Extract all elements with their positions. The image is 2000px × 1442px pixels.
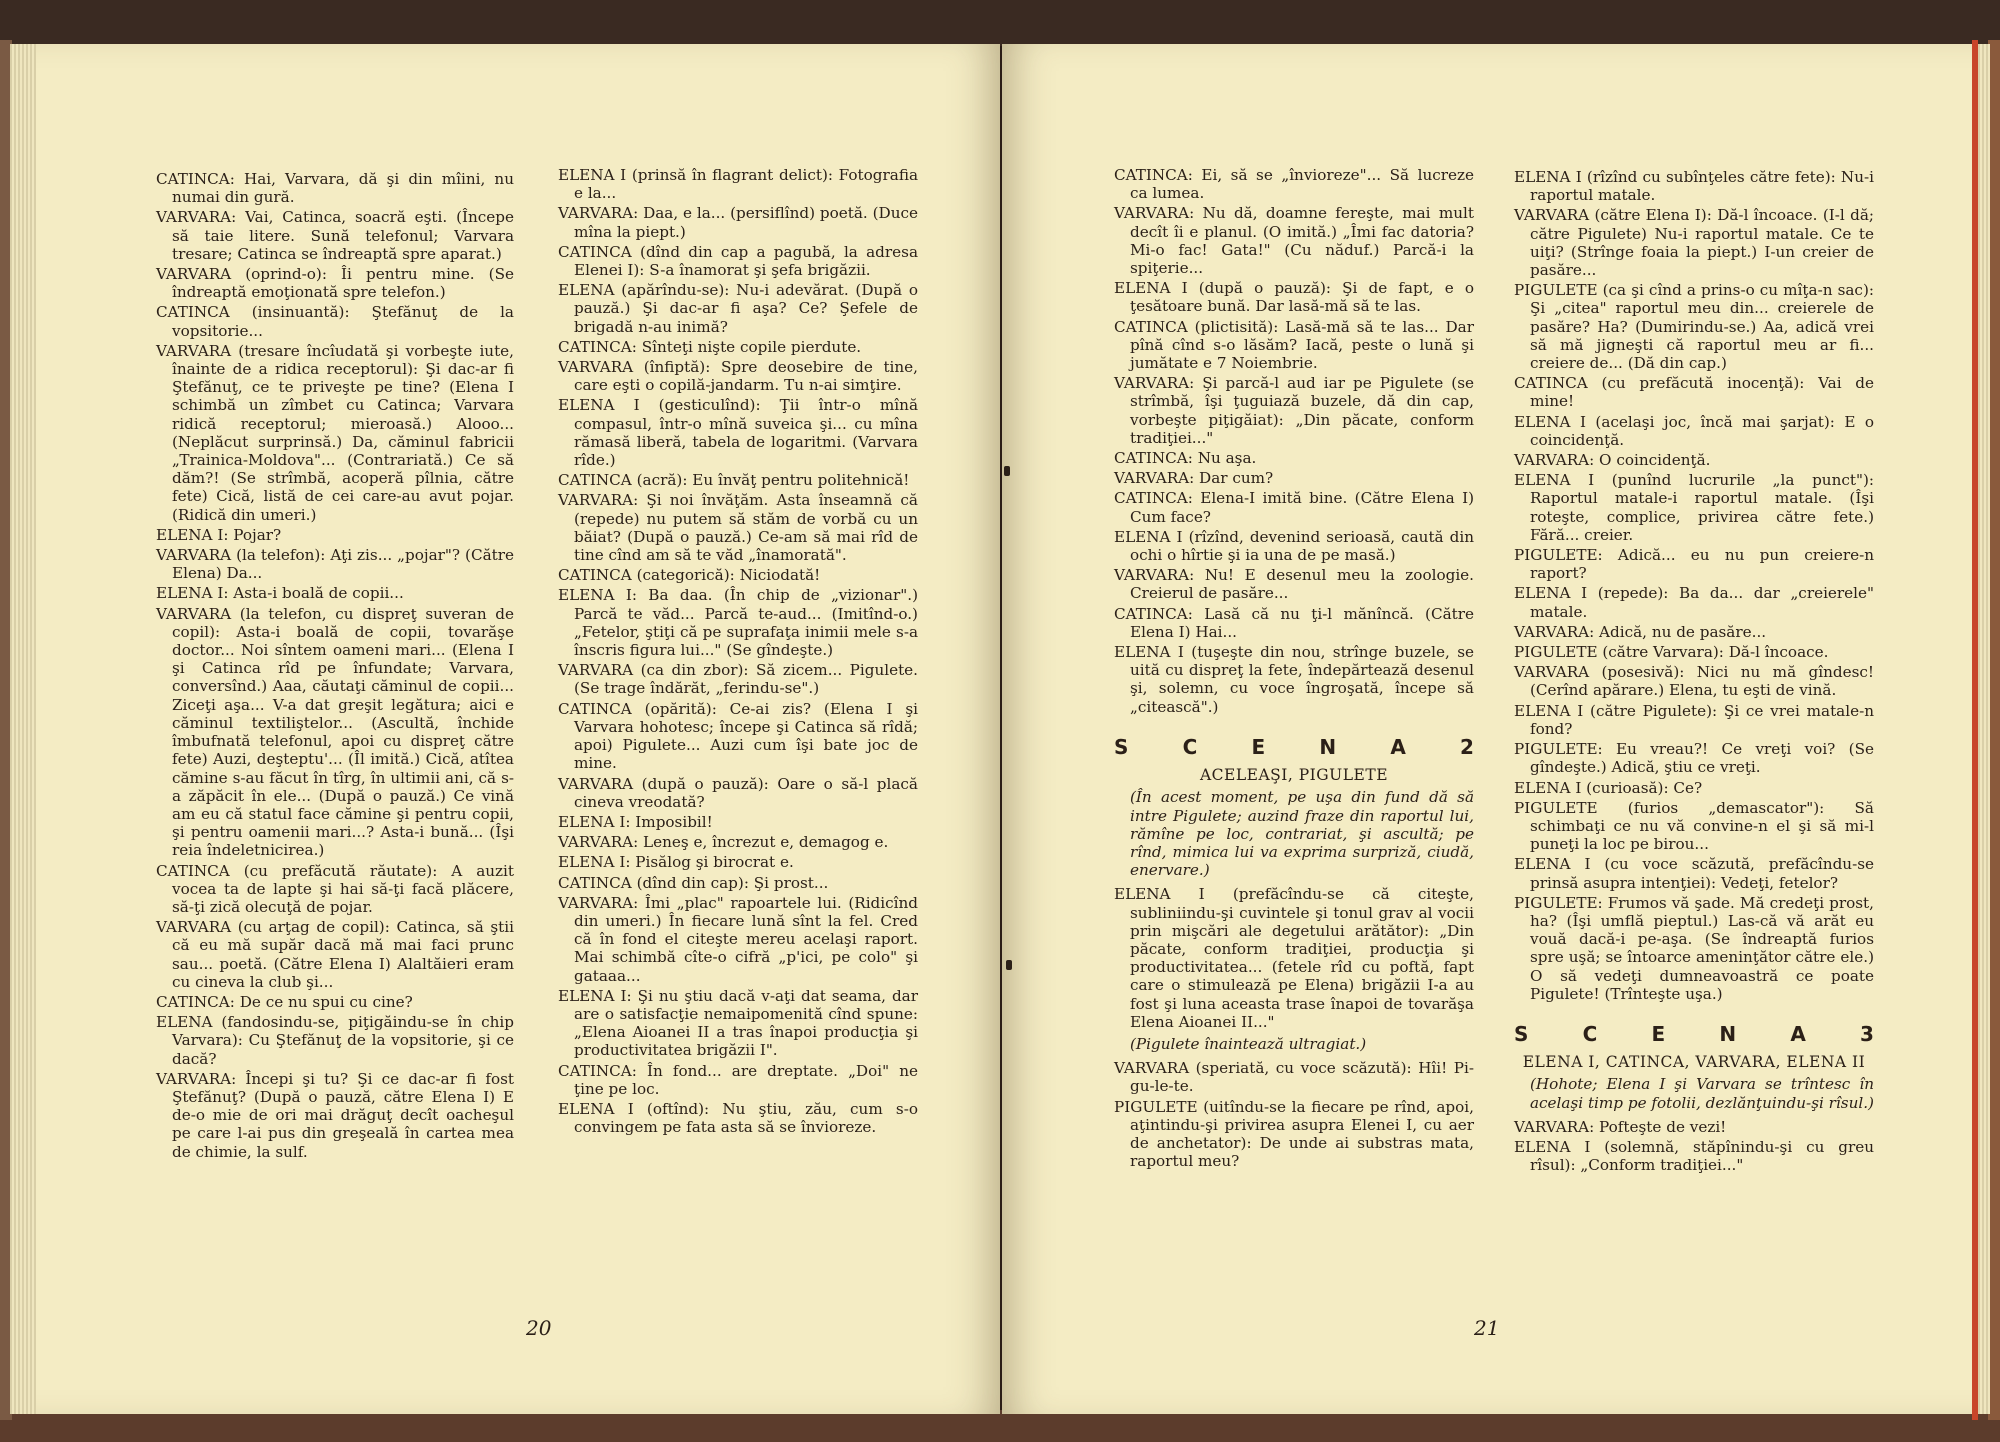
dialogue-line: PIGULETE: Eu vreau?! Ce vreţi voi? (Se gîndeşte.) Adică, ştiu ce vreţi. xyxy=(1514,740,1874,777)
dialogue-line: CATINCA: Hai, Varvara, dă şi din mîini, nu numai din gură. xyxy=(156,170,514,207)
left-column-1 xyxy=(156,170,514,1163)
scene-heading xyxy=(1114,734,1474,759)
dialogue-line: ELENA I (cu voce scăzută, prefăcîndu-se prinsă asupra intenţiei): Vedeţi, fetelor? xyxy=(1514,855,1874,892)
dialogue-line: CATINCA (categorică): Niciodată! xyxy=(558,566,821,585)
page-number-left: 20 xyxy=(526,1316,552,1340)
dialogue-line: CATINCA (dînd din cap a pagubă, la adresa Elenei I): S-a înamorat şi şefa brigăzii. xyxy=(558,242,918,280)
dialogue-line: PIGULETE (ca şi cînd a prins-o cu mîţa-n sac): Şi „citea" raportul meu din... creierele de pasăre? Ha? (Dumirindu-se.) Aa, adică vrei să mă jigneşti că raportul meu ar fi... creiere de... (Dă din cap.) xyxy=(1514,281,1874,373)
gutter-mark xyxy=(1006,960,1012,970)
stage-direction: (Pigulete înaintează ultragiat.) xyxy=(1130,1034,1367,1053)
dialogue-line: ELENA I: Asta-i boală de copii... xyxy=(156,584,404,603)
dialogue-line: VARVARA: Leneş e, încrezut e, demagog e. xyxy=(558,833,889,852)
scene-heading-letter: E xyxy=(1251,734,1266,759)
scene-heading-letter: 2 xyxy=(1460,734,1474,759)
dialogue-line: VARVARA: Daa, e la... (persiflînd) poetă. (Duce mîna la piept.) xyxy=(558,204,918,241)
dialogue-line: CATINCA (insinuantă): Ştefănuţ de la vopsitorie... xyxy=(156,303,514,340)
right-page xyxy=(1002,44,1990,1414)
dialogue-line: CATINCA: Nu aşa. xyxy=(1114,449,1257,468)
dialogue-line: ELENA I (rîzînd, devenind serioasă, caută din ochi o hîrtie şi ia una de pe masă.) xyxy=(1114,527,1474,565)
dialogue-line: CATINCA (acră): Eu învăţ pentru politehnică! xyxy=(558,471,910,490)
dialogue-line: VARVARA (ca din zbor): Să zicem... Pigulete. (Se trage îndărăt, „ferindu-se".) xyxy=(558,661,918,698)
scene-characters: ELENA I, CATINCA, VARVARA, ELENA II xyxy=(1522,1053,1866,1072)
scene-characters: ACELEAŞI, PIGULETE xyxy=(1199,766,1389,785)
book-cover-top xyxy=(0,0,2000,46)
dialogue-line: ELENA I (repede): Ba da... dar „creierele" matale. xyxy=(1514,584,1874,621)
dialogue-line: VARVARA: Vai, Catinca, soacră eşti. (Începe să taie litere. Sună telefonul; Varvara tresare; Catinca se îndreaptă spre aparat.) xyxy=(156,208,514,263)
dialogue-line: ELENA I (tuşeşte din nou, strînge buzele, se uită cu dispreţ la fete, îndepărtează desenul şi, solemn, cu voce îngroşată, începe să „citească".) xyxy=(1114,643,1474,716)
dialogue-line: VARVARA (oprind-o): Îi pentru mine. (Se îndreaptă emoţionată spre telefon.) xyxy=(156,265,514,302)
dialogue-line: VARVARA (tresare încîudată şi vorbeşte iute, înainte de a ridica receptorul): Şi dac-ar fi Ştefănuţ, ce te priveşte pe tine? (Elena I schimbă un zîmbet cu Catinca; Varvara ridică receptorul; mieroasă.) Alooo... (Neplăcut surprinsă.) Da, căminul fabricii „Trainica-Moldova"... (Contrariată.) Ce să dăm?! (Se strîmbă, acoperă pîlnia, către fete) Cică, listă de cei care-au avut pojar. (Ridică din umeri.) xyxy=(156,341,514,524)
dialogue-line: VARVARA: Pofteşte de vezi! xyxy=(1514,1117,1727,1136)
right-column-2 xyxy=(1514,168,1874,1176)
dialogue-line: PIGULETE: Adică... eu nu pun creiere-n raport? xyxy=(1514,546,1874,583)
scene-heading-letter: A xyxy=(1790,1021,1806,1046)
dialogue-line: CATINCA: Lasă că nu ţi-l mănîncă. (Către Elena I) Hai... xyxy=(1114,604,1474,641)
dialogue-line: ELENA I: Ba daa. (În chip de „vizionar".) Parcă te văd... Parcă te-aud... (Imitînd-o.) „Fetelor, ştiţi că pe suprafaţa inimii mele s-a înscris figura lui..." (Se gîndeşte.) xyxy=(558,586,918,660)
dialogue-line: PIGULETE (către Varvara): Dă-l încoace. xyxy=(1514,643,1829,662)
gutter-mark xyxy=(1004,466,1010,476)
dialogue-line: ELENA I (după o pauză): Şi de fapt, e o ţesătoare bună. Dar lasă-mă să te las. xyxy=(1114,279,1474,316)
stage-direction: (În acest moment, pe uşa din fund dă să intre Pigulete; auzind fraze din raportul lui, rămîne pe loc, contrariat, şi ascultă; pe rînd, mimica lui va exprima surpriză, ciudă, enervare.) xyxy=(1130,788,1474,880)
dialogue-line: VARVARA (înfiptă): Spre deosebire de tine, care eşti o copilă-jandarm. Tu n-ai simţire. xyxy=(558,358,918,395)
page-number-right: 21 xyxy=(1474,1316,1500,1340)
dialogue-line: VARVARA: Dar cum? xyxy=(1114,469,1274,488)
dialogue-line: ELENA (apărîndu-se): Nu-i adevărat. (După o pauză.) Şi dac-ar fi aşa? Ce? Şefele de brigadă n-au inimă? xyxy=(558,281,918,336)
scene-heading-letter: 3 xyxy=(1860,1021,1874,1046)
scene-heading-letter: S xyxy=(1514,1021,1529,1046)
dialogue-line: ELENA I (prinsă în flagrant delict): Fotografia e la... xyxy=(558,166,918,203)
scene-heading-letter: C xyxy=(1582,1021,1598,1046)
dialogue-line: CATINCA (cu prefăcută răutate): A auzit vocea ta de lapte şi hai să-ţi facă plăcere, să-ţi zică olecuţă de pojar. xyxy=(156,861,514,916)
dialogue-line: VARVARA (speriată, cu voce scăzută): Hîi! Pi-gu-le-te. xyxy=(1114,1059,1474,1096)
dialogue-line: VARVARA: Nu dă, doamne fereşte, mai mult decît îi e planul. (O imită.) „Îmi fac datoria? Mi-o fac! Gata!" (Cu năduf.) Parcă-i la spiţerie... xyxy=(1114,204,1474,278)
dialogue-line: PIGULETE (furios „demascator"): Să schimbaţi ce nu vă convine-n el şi să mi-l puneţi la loc pe birou... xyxy=(1514,798,1874,854)
dialogue-line: CATINCA: În fond... are dreptate. „Doi" ne ţine pe loc. xyxy=(558,1061,918,1098)
dialogue-line: ELENA I (curioasă): Ce? xyxy=(1514,778,1703,797)
dialogue-line: CATINCA: De ce nu spui cu cine? xyxy=(156,992,413,1011)
left-column-2 xyxy=(558,166,918,1138)
scene-heading xyxy=(1514,1021,1874,1046)
dialogue-line: ELENA I: Pisălog şi birocrat e. xyxy=(558,853,794,872)
dialogue-line: ELENA I: Pojar? xyxy=(156,525,282,544)
dialogue-line: VARVARA: Începi şi tu? Şi ce dac-ar fi fost Ştefănuţ? (După o pauză, către Elena I) E de-o mie de ori mai drăguţ decît oacheşul pe care l-ai pus din greşeală în cartea mea de chimie, la sulf. xyxy=(156,1069,514,1161)
dialogue-line: ELENA (fandosindu-se, piţigăindu-se în chip Varvara): Cu Ştefănuţ de la vopsitorie, şi ce dacă? xyxy=(156,1013,514,1068)
dialogue-line: VARVARA: Adică, nu de pasăre... xyxy=(1514,622,1767,641)
dialogue-line: ELENA I (către Pigulete): Şi ce vrei matale-n fond? xyxy=(1514,701,1874,738)
dialogue-line: VARVARA: Şi noi învăţăm. Asta înseamnă că (repede) nu putem să stăm de vorbă cu un băiat? (După o pauză.) Ce-am să mai rîd de tine cînd am să te văd „înamorată". xyxy=(558,491,918,565)
dialogue-line: CATINCA: Sînteţi nişte copile pierdute. xyxy=(558,337,862,356)
dialogue-line: PIGULETE: Frumos vă şade. Mă credeţi prost, ha? (Îşi umflă pieptul.) Las-că vă arăt eu vouă dacă-i pe-aşa. (Se îndreaptă furios spre uşă; se întoarce ameninţător către ele.) O să vedeţi dumneavoastră ce poate Pigulete! (Trînteşte uşa.) xyxy=(1514,893,1874,1003)
dialogue-line: VARVARA (la telefon, cu dispreţ suveran de copil): Asta-i boală de copii, tovarăşe doctor... Noi sîntem oameni mari... (Elena I şi Catinca rîd pe înfundate; Varvara, conversînd.) Aaa, căutaţi căminul de copii... Ziceţi aşa... V-a dat greşit legătura; aici e căminul textiliştelor... (Ascultă, închide îmbufnată telefonul, apoi cu dispreţ către fete) Auzi, deşteptu'... (Îl imită.) Cică, atîtea cămine s-au făcut în tîrg, în ultimii ani, că s-a zăpăcit în ele... (După o pauză.) Ce vină am eu că statul face cămine şi pentru copii, şi pentru oamenii mari...? Asta-i bună... (Îşi reia îndeletnicirea.) xyxy=(156,604,514,860)
dialogue-line: VARVARA (după o pauză): Oare o să-l placă cineva vreodată? xyxy=(558,774,918,811)
dialogue-line: CATINCA (dînd din cap): Şi prost... xyxy=(558,873,829,892)
dialogue-line: VARVARA (posesivă): Nici nu mă gîndesc! (Cerînd apărare.) Elena, tu eşti de vină. xyxy=(1514,663,1874,700)
scene-heading-letter: N xyxy=(1719,1021,1737,1046)
dialogue-line: CATINCA: Ei, să se „înviorеze"... Să lucreze ca lumea. xyxy=(1114,166,1474,203)
dialogue-line: ELENA I (acelaşi joc, încă mai şarjat): E o coincidenţă. xyxy=(1514,412,1874,449)
dialogue-line: CATINCA (cu prefăcută inocenţă): Vai de mine! xyxy=(1514,374,1874,411)
right-column-1 xyxy=(1114,166,1474,1172)
left-page xyxy=(10,44,1000,1414)
dialogue-line: PIGULETE (uitîndu-se la fiecare pe rînd, apoi, aţintindu-şi privirea asupra Elenei I, cu aer de anchetator): De unde ai substras mata, raportul meu? xyxy=(1114,1097,1474,1171)
dialogue-line: CATINCA: Elena-I imită bine. (Către Elena I) Cum face? xyxy=(1114,489,1474,526)
dialogue-line: CATINCA (opărită): Ce-ai zis? (Elena I şi Varvara hohotesc; începe şi Catinca să rîdă; apoi) Pigulete... Auzi cum îşi bate joc de mine. xyxy=(558,699,918,773)
dialogue-line: ELENA I (rîzînd cu subînţeles către fete): Nu-i raportul matale. xyxy=(1514,168,1874,205)
scene-heading-letter: N xyxy=(1319,734,1337,759)
dialogue-line: VARVARA (către Elena I): Dă-l încoace. (I-l dă; către Pigulete) Nu-i raportul matale. Ce te uiţi? (Strînge foaia la piept.) I-un creier de pasăre... xyxy=(1514,206,1874,280)
dialogue-line: ELENA I (gesticulînd): Ţii într-o mînă compasul, într-o mînă suveica şi... cu mîna rămasă liberă, tabela de logaritmi. (Varvara rîde.) xyxy=(558,396,918,470)
dialogue-line: ELENA I: Imposibil! xyxy=(558,812,713,831)
dialogue-line: ELENA I (oftînd): Nu ştiu, zău, cum s-o convingem pe fata asta să se înviorеze. xyxy=(558,1099,918,1137)
dialogue-line: VARVARA: Nu! E desenul meu la zoologie. Creierul de pasăre... xyxy=(1114,566,1474,603)
dialogue-line: VARVARA: Îmi „plac" rapoartele lui. (Ridicînd din umeri.) În fiecare lună sînt la fel. Cred că în fond el citeşte mereu acelaşi raport. Mai schimbă cîte-o cifră „p'ici, pe colo" şi gataaa... xyxy=(558,893,918,985)
dialogue-line: ELENA I (prefăcîndu-se că citeşte, subliniindu-şi cuvintele şi tonul grav al vocii prin mişcări ale degetului arătător): „Din păcate, conform tradiţiei, producţia şi productivitatea... (fetele rîd cu poftă, fapt care o stimulează pe Elena) brigăzii I-a au fost şi luna aceasta trase înapoi de tovarăşa Elena Aioanei II..." xyxy=(1114,885,1474,1031)
dialogue-line: ELENA I (solemnă, stăpînindu-şi cu greu rîsul): „Conform tradiţiei..." xyxy=(1514,1137,1874,1175)
dialogue-line: VARVARA: O coincidenţă. xyxy=(1514,451,1711,470)
dialogue-line: VARVARA (cu arţag de copil): Catinca, să ştii că eu mă supăr dacă mă mai faci prunc sau... poetă. (Către Elena I) Alaltăieri eram cu cineva la club şi... xyxy=(156,918,514,991)
book-cover-bottom xyxy=(0,1410,2000,1442)
book-edge-red-strip xyxy=(1972,40,1978,1420)
dialogue-line: ELENA I: Şi nu ştiu dacă v-aţi dat seama, dar are o satisfacţie nemaipomenită cînd spune: „Elena Aioanei II a tras înapoi producţia şi productivitatea brigăzii I". xyxy=(558,986,918,1060)
scene-heading-letter: A xyxy=(1390,734,1406,759)
scene-heading-letter: E xyxy=(1651,1021,1666,1046)
dialogue-line: VARVARA: Şi parcă-l aud iar pe Pigulete (se strîmbă, îşi ţuguiază buzele, dă din cap, vorbeşte piţigăiat): „Din păcate, conform tradiţiei..." xyxy=(1114,374,1474,447)
scene-heading-letter: S xyxy=(1114,734,1129,759)
dialogue-line: ELENA I (punînd lucrurile „la punct"): Raportul matale-i raportul matale. (Îşi roteşte, complice, privirea către fete.) Fără... creier. xyxy=(1514,471,1874,544)
scene-heading-letter: C xyxy=(1182,734,1198,759)
stage-direction: (Hohote; Elena I şi Varvara se trîntesc în acelaşi timp pe fotolii, dezlănţuindu-şi rîsul.) xyxy=(1530,1075,1874,1112)
dialogue-line: VARVARA (la telefon): Aţi zis... „pojar"? (Către Elena) Da... xyxy=(156,546,514,583)
dialogue-line: CATINCA (plictisită): Lasă-mă să te las... Dar pînă cînd s-o lăsăm? Iacă, peste o lună şi jumătate e 7 Noiembrie. xyxy=(1114,317,1474,373)
